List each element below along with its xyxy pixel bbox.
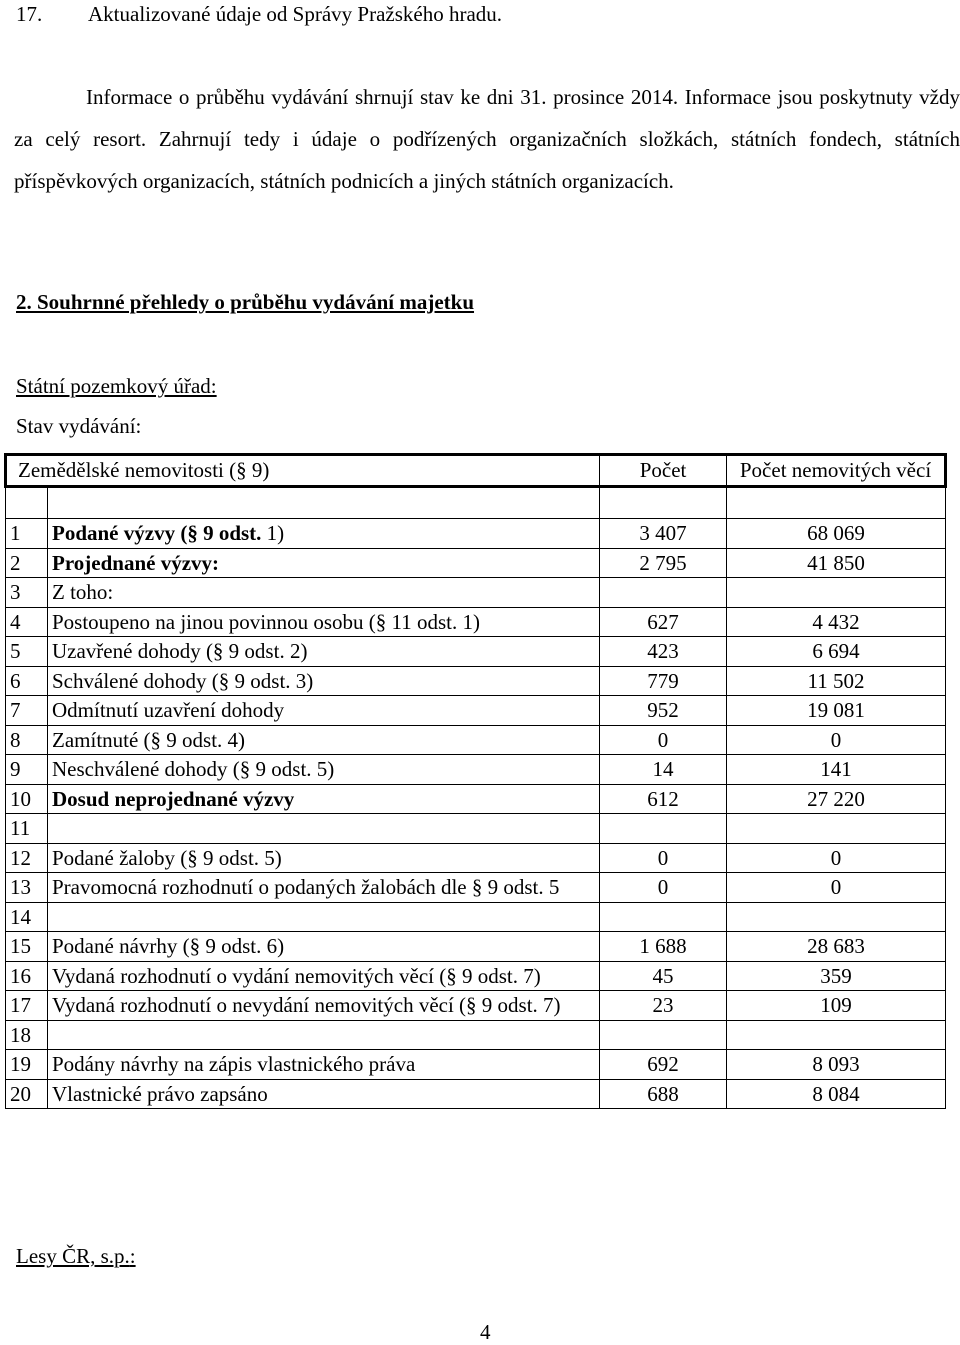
row-count: 688 bbox=[600, 1079, 727, 1109]
row-count bbox=[600, 578, 727, 608]
row-label bbox=[48, 548, 600, 578]
row-label bbox=[48, 784, 600, 814]
row-label-text: Postoupeno na jinou povinnou osobu (§ 11 odst. 1) bbox=[52, 609, 480, 634]
table-header-row bbox=[6, 455, 946, 487]
row-things: 11 502 bbox=[727, 666, 946, 696]
row-label bbox=[48, 637, 600, 667]
row-count: 612 bbox=[600, 784, 727, 814]
row-label-text: Vydaná rozhodnutí o vydání nemovitých věcí (§ 9 odst. 7) bbox=[52, 963, 541, 988]
row-things: 19 081 bbox=[727, 696, 946, 726]
row-things: 0 bbox=[727, 873, 946, 903]
table-row bbox=[6, 814, 946, 844]
table-row bbox=[6, 784, 946, 814]
row-number: 15 bbox=[6, 932, 48, 962]
row-label bbox=[48, 1079, 600, 1109]
row-count: 1 688 bbox=[600, 932, 727, 962]
row-things bbox=[727, 902, 946, 932]
row-label-text: Vydaná rozhodnutí o nevydání nemovitých věcí (§ 9 odst. 7) bbox=[52, 993, 561, 1017]
row-count: 0 bbox=[600, 873, 727, 903]
row-count: 423 bbox=[600, 637, 727, 667]
row-label bbox=[48, 961, 600, 991]
intro-text: Informace o průběhu vydávání shrnují stav ke dni 31. prosince 2014. Informace jsou poskytnuty vždy za celý resort. Zahrnují tedy i údaje o podřízených organizačních složkách, státních fondech, státních příspěvkových organizacích, státních podnicích a jiných státních organizacích. bbox=[14, 85, 960, 193]
row-count: 779 bbox=[600, 666, 727, 696]
row-things: 109 bbox=[727, 991, 946, 1021]
lesy-heading bbox=[16, 1244, 136, 1269]
row-number: 19 bbox=[6, 1050, 48, 1080]
row-count: 0 bbox=[600, 843, 727, 873]
table-row bbox=[6, 843, 946, 873]
table-row bbox=[6, 519, 946, 549]
row-number: 2 bbox=[6, 548, 48, 578]
row-count: 692 bbox=[600, 1050, 727, 1080]
row-number: 12 bbox=[6, 843, 48, 873]
row-label-text: Vlastnické právo zapsáno bbox=[52, 1081, 268, 1106]
row-number: 18 bbox=[6, 1020, 48, 1050]
row-things: 41 850 bbox=[727, 548, 946, 578]
row-number: 16 bbox=[6, 961, 48, 991]
spu-title: Státní pozemkový úřad: bbox=[16, 374, 217, 398]
row-label bbox=[48, 1050, 600, 1080]
row-label-text: Podány návrhy na zápis vlastnického práva bbox=[52, 1052, 416, 1076]
row-things: 8 084 bbox=[727, 1079, 946, 1109]
row-label-text: Schválené dohody (§ 9 odst. 3) bbox=[52, 668, 314, 693]
row-label-text: Pravomocná rozhodnutí o podaných žalobách dle § 9 odst. 5 bbox=[52, 875, 560, 899]
row-label-text: 1) bbox=[261, 521, 285, 545]
row-label bbox=[48, 902, 600, 932]
row-label bbox=[48, 843, 600, 873]
section-2-heading: 2. Souhrnné přehledy o průběhu vydávání majetku bbox=[16, 290, 475, 314]
row-number: 11 bbox=[6, 814, 48, 844]
row-number: 1 bbox=[6, 519, 48, 549]
row-label-text: Uzavřené dohody (§ 9 odst. 2) bbox=[52, 639, 308, 663]
row-label bbox=[48, 873, 600, 903]
row-label-text: Podané návrhy (§ 9 odst. 6) bbox=[52, 934, 285, 958]
table-spacer-row bbox=[6, 487, 946, 519]
row-count: 952 bbox=[600, 696, 727, 726]
row-label-text: Podané žaloby (§ 9 odst. 5) bbox=[52, 845, 282, 870]
section-17-heading bbox=[16, 2, 502, 27]
page-number: 4 bbox=[480, 1320, 491, 1344]
row-label-text: Zamítnuté (§ 9 odst. 4) bbox=[52, 727, 246, 752]
row-number: 4 bbox=[6, 607, 48, 637]
row-things: 141 bbox=[727, 755, 946, 785]
header-count: Počet bbox=[600, 455, 727, 487]
row-number: 3 bbox=[6, 578, 48, 608]
lesy-colon: : bbox=[129, 1244, 136, 1268]
row-number: 5 bbox=[6, 637, 48, 667]
row-count bbox=[600, 814, 727, 844]
row-count: 14 bbox=[600, 755, 727, 785]
row-label bbox=[48, 814, 600, 844]
table-row bbox=[6, 961, 946, 991]
row-things: 6 694 bbox=[727, 637, 946, 667]
row-things: 28 683 bbox=[727, 932, 946, 962]
lesy-name: Lesy ČR, s.p. bbox=[16, 1244, 130, 1268]
row-things: 0 bbox=[727, 725, 946, 755]
row-label bbox=[48, 666, 600, 696]
row-count: 0 bbox=[600, 725, 727, 755]
table-row bbox=[6, 902, 946, 932]
table-row bbox=[6, 932, 946, 962]
row-things bbox=[727, 578, 946, 608]
row-number: 9 bbox=[6, 755, 48, 785]
row-number: 6 bbox=[6, 666, 48, 696]
row-label-text: Odmítnutí uzavření dohody bbox=[52, 698, 285, 722]
row-label-text: Z toho: bbox=[52, 580, 114, 604]
table-row bbox=[6, 1050, 946, 1080]
row-things: 27 220 bbox=[727, 784, 946, 814]
row-count: 23 bbox=[600, 991, 727, 1021]
row-things: 0 bbox=[727, 843, 946, 873]
row-count bbox=[600, 902, 727, 932]
row-label-bold: Podané výzvy (§ 9 odst. bbox=[52, 521, 262, 545]
row-number: 13 bbox=[6, 873, 48, 903]
table-row bbox=[6, 725, 946, 755]
row-label bbox=[48, 1020, 600, 1050]
header-things: Počet nemovitých věcí bbox=[727, 455, 946, 487]
row-things: 359 bbox=[727, 961, 946, 991]
table-row bbox=[6, 637, 946, 667]
row-things: 8 093 bbox=[727, 1050, 946, 1080]
table-row bbox=[6, 991, 946, 1021]
row-label bbox=[48, 991, 600, 1021]
row-count: 45 bbox=[600, 961, 727, 991]
table-row bbox=[6, 1020, 946, 1050]
row-label bbox=[48, 519, 600, 549]
row-things bbox=[727, 1020, 946, 1050]
table-row bbox=[6, 578, 946, 608]
stav-label: Stav vydávání: bbox=[16, 414, 142, 438]
row-number: 8 bbox=[6, 725, 48, 755]
row-number: 17 bbox=[6, 991, 48, 1021]
row-label bbox=[48, 755, 600, 785]
row-things: 68 069 bbox=[727, 519, 946, 549]
table-row bbox=[6, 607, 946, 637]
row-things: 4 432 bbox=[727, 607, 946, 637]
row-label bbox=[48, 578, 600, 608]
row-label bbox=[48, 696, 600, 726]
row-number: 20 bbox=[6, 1079, 48, 1109]
row-number: 10 bbox=[6, 784, 48, 814]
row-label bbox=[48, 725, 600, 755]
row-label-bold: Dosud neprojednané výzvy bbox=[52, 786, 295, 811]
row-label bbox=[48, 932, 600, 962]
section-17-number: 17. bbox=[16, 2, 43, 26]
table-row bbox=[6, 755, 946, 785]
header-category: Zemědělské nemovitosti (§ 9) bbox=[6, 455, 600, 487]
property-table-body bbox=[6, 455, 946, 1109]
table-row bbox=[6, 1079, 946, 1109]
row-label-text: Neschválené dohody (§ 9 odst. 5) bbox=[52, 757, 335, 781]
row-label bbox=[48, 607, 600, 637]
table-row bbox=[6, 696, 946, 726]
row-count: 3 407 bbox=[600, 519, 727, 549]
row-count: 2 795 bbox=[600, 548, 727, 578]
row-number: 14 bbox=[6, 902, 48, 932]
intro-paragraph bbox=[14, 76, 960, 202]
row-count: 627 bbox=[600, 607, 727, 637]
table-row bbox=[6, 873, 946, 903]
property-table bbox=[4, 453, 947, 1109]
section-17-title: Aktualizované údaje od Správy Pražského hradu. bbox=[88, 2, 503, 26]
row-count bbox=[600, 1020, 727, 1050]
row-number: 7 bbox=[6, 696, 48, 726]
row-label-bold: Projednané výzvy: bbox=[52, 550, 220, 575]
table-row bbox=[6, 548, 946, 578]
row-things bbox=[727, 814, 946, 844]
table-row bbox=[6, 666, 946, 696]
